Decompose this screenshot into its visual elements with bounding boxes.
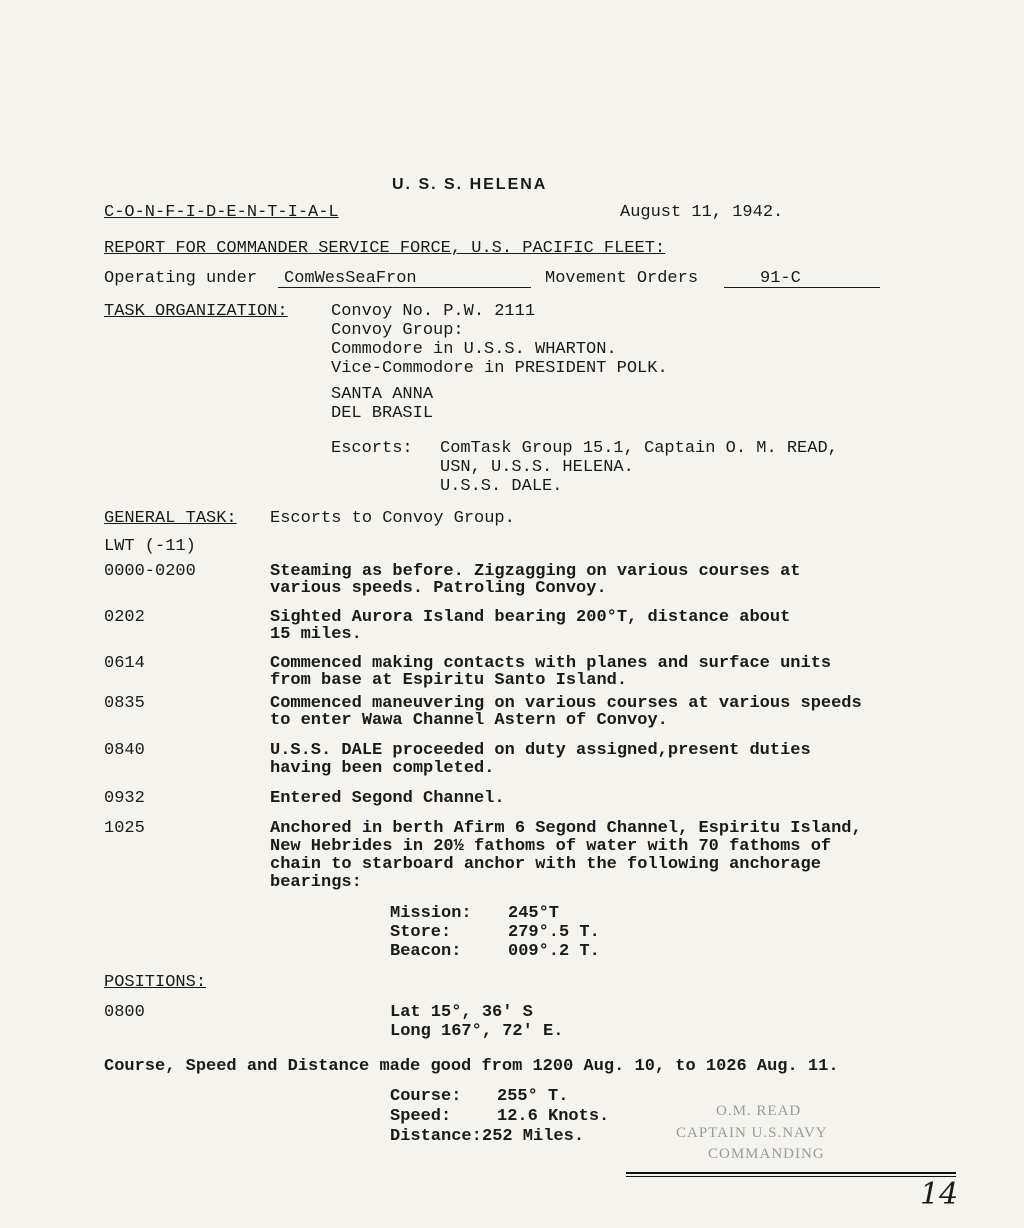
task-org-line: DEL BRASIL	[331, 404, 434, 423]
log-time: 0835	[104, 694, 145, 713]
report-date: August 11, 1942.	[620, 203, 784, 222]
movement-value	[724, 270, 880, 288]
task-org-line: Convoy No. P.W. 2111	[331, 302, 536, 321]
log-line: 15 miles.	[270, 625, 362, 644]
escorts-line: ComTask Group 15.1, Captain O. M. READ,	[440, 439, 838, 458]
operating-value	[278, 270, 531, 288]
stamp-role: COMMANDING	[708, 1146, 825, 1162]
page-number: 14	[920, 1177, 959, 1212]
operating-label: Operating under	[104, 269, 258, 288]
position-lat: Lat 15°, 36' S	[390, 1003, 533, 1022]
task-org-line: Commodore in U.S.S. WHARTON.	[331, 340, 617, 359]
bearing-label: Store:	[390, 923, 452, 942]
log-line: New Hebrides in 20½ fathoms of water with 70 fathoms of	[270, 837, 832, 856]
summary-label: Distance:	[390, 1127, 482, 1146]
escorts-line: USN, U.S.S. HELENA.	[440, 458, 634, 477]
log-line: chain to starboard anchor with the following anchorage	[270, 855, 821, 874]
bearing-value: 245°T	[508, 904, 560, 923]
positions-label: POSITIONS:	[104, 973, 207, 992]
operating-value-text: ComWesSeaFron	[284, 269, 417, 288]
log-line: Entered Segond Channel.	[270, 789, 505, 808]
log-time: 0932	[104, 789, 145, 808]
summary-value: 12.6 Knots.	[497, 1107, 610, 1126]
summary-value: 255° T.	[497, 1087, 569, 1106]
log-line: Anchored in berth Afirm 6 Segond Channel, Espiritu Island,	[270, 819, 862, 838]
log-line: various speeds. Patroling Convoy.	[270, 579, 607, 598]
movement-label: Movement Orders	[545, 269, 699, 288]
positions-time: 0800	[104, 1003, 145, 1022]
log-time: 0202	[104, 608, 145, 627]
general-task-value: Escorts to Convoy Group.	[270, 509, 515, 528]
task-org-line: SANTA ANNA	[331, 385, 434, 404]
lwt-label: LWT (-11)	[104, 537, 196, 556]
movement-value-text: 91-C	[760, 269, 801, 288]
log-time: 0614	[104, 654, 145, 673]
classification: C-O-N-F-I-D-E-N-T-I-A-L	[104, 203, 339, 222]
bearing-value: 279°.5 T.	[508, 923, 600, 942]
escorts-label: Escorts:	[331, 439, 413, 458]
summary-value: 252 Miles.	[482, 1127, 585, 1146]
log-line: Steaming as before. Zigzagging on various courses at	[270, 562, 801, 581]
summary-label: Course:	[390, 1087, 462, 1106]
position-long: Long 167°, 72' E.	[390, 1022, 564, 1041]
log-line: Commenced maneuvering on various courses at various speeds	[270, 694, 862, 713]
ship-title: U. S. S. HELENA	[392, 176, 548, 193]
course-summary: Course, Speed and Distance made good from 1200 Aug. 10, to 1026 Aug. 11.	[104, 1057, 839, 1076]
bearing-label: Mission:	[390, 904, 472, 923]
report-for: REPORT FOR COMMANDER SERVICE FORCE, U.S. PACIFIC FLEET:	[104, 239, 666, 258]
task-org-label: TASK ORGANIZATION:	[104, 302, 288, 321]
stamp-rank: CAPTAIN U.S.NAVY	[676, 1125, 828, 1141]
log-line: U.S.S. DALE proceeded on duty assigned,present duties	[270, 741, 811, 760]
task-org-line: Convoy Group:	[331, 321, 464, 340]
bearing-label: Beacon:	[390, 942, 462, 961]
task-org-line: Vice-Commodore in PRESIDENT POLK.	[331, 359, 668, 378]
log-line: Commenced making contacts with planes and surface units	[270, 654, 832, 673]
log-line: to enter Wawa Channel Astern of Convoy.	[270, 711, 668, 730]
log-time: 1025	[104, 819, 145, 838]
log-line: bearings:	[270, 873, 362, 892]
bearing-value: 009°.2 T.	[508, 942, 600, 961]
signature-rule	[626, 1172, 956, 1174]
summary-label: Speed:	[390, 1107, 452, 1126]
log-time: 0000-0200	[104, 562, 196, 581]
general-task-label: GENERAL TASK:	[104, 509, 237, 528]
log-time: 0840	[104, 741, 145, 760]
signature-rule-2	[626, 1176, 956, 1177]
escorts-line: U.S.S. DALE.	[440, 477, 563, 496]
log-line: from base at Espiritu Santo Island.	[270, 671, 628, 690]
log-line: Sighted Aurora Island bearing 200°T, distance about	[270, 608, 791, 627]
log-line: having been completed.	[270, 759, 495, 778]
stamp-name: O.M. READ	[716, 1103, 802, 1119]
